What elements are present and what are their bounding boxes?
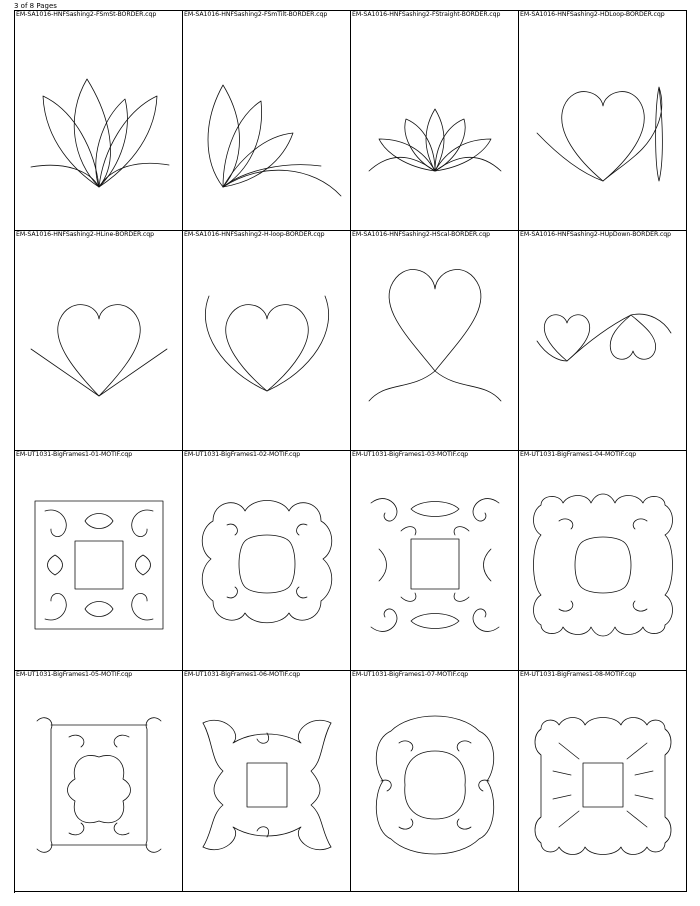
design-filename: EM-UT1031-BigFrames1-03-MOTIF.cqp (352, 451, 469, 458)
lotus-upright-thumbnail (15, 21, 183, 231)
design-filename: EM-SA1016-HNFSashing2-HScal-BORDER.cqp (352, 231, 490, 238)
design-filename: EM-SA1016-HNFSashing2-HUpDown-BORDER.cqp (520, 231, 672, 238)
design-cell[interactable] (183, 451, 351, 671)
design-filename: EM-SA1016-HNFSashing2-H-loop-BORDER.cqp (184, 231, 325, 238)
design-cell[interactable] (351, 671, 519, 892)
design-filename: EM-UT1031-BigFrames1-06-MOTIF.cqp (184, 671, 301, 678)
frame-motif-thumbnail (183, 461, 351, 671)
design-cell[interactable] (183, 231, 351, 451)
design-filename: EM-UT1031-BigFrames1-07-MOTIF.cqp (352, 671, 469, 678)
frame-motif-thumbnail (351, 461, 519, 671)
design-cell[interactable] (15, 231, 183, 451)
design-filename: EM-UT1031-BigFrames1-04-MOTIF.cqp (520, 451, 637, 458)
design-cell[interactable] (183, 671, 351, 892)
design-grid (14, 10, 687, 893)
page-indicator: 3 of 8 Pages (14, 2, 57, 10)
frame-motif-thumbnail (351, 681, 519, 891)
heart-line-thumbnail (15, 241, 183, 451)
heart-up-down-thumbnail (519, 241, 687, 451)
frame-motif-thumbnail (183, 681, 351, 891)
design-filename: EM-SA1016-HNFSashing2-FSmTilt-BORDER.cqp (184, 11, 328, 18)
frame-motif-thumbnail (519, 681, 687, 891)
design-filename: EM-UT1031-BigFrames1-05-MOTIF.cqp (16, 671, 133, 678)
design-cell[interactable] (15, 11, 183, 231)
design-filename: EM-UT1031-BigFrames1-08-MOTIF.cqp (520, 671, 637, 678)
heart-double-loop-thumbnail (519, 21, 687, 231)
design-cell[interactable] (351, 451, 519, 671)
lotus-wide-thumbnail (351, 21, 519, 231)
design-cell[interactable] (351, 231, 519, 451)
lotus-tilted-thumbnail (183, 21, 351, 231)
design-cell[interactable] (183, 11, 351, 231)
design-cell[interactable] (15, 671, 183, 892)
design-cell[interactable] (519, 451, 687, 671)
frame-motif-thumbnail (15, 681, 183, 891)
heart-loop-thumbnail (183, 241, 351, 451)
design-cell[interactable] (519, 11, 687, 231)
design-cell[interactable] (351, 11, 519, 231)
design-cell[interactable] (15, 451, 183, 671)
heart-scallop-thumbnail (351, 241, 519, 451)
design-filename: EM-UT1031-BigFrames1-02-MOTIF.cqp (184, 451, 301, 458)
design-filename: EM-SA1016-HNFSashing2-FStraight-BORDER.cqp (352, 11, 501, 18)
design-cell[interactable] (519, 671, 687, 892)
frame-motif-thumbnail (15, 461, 183, 671)
frame-motif-thumbnail (519, 461, 687, 671)
design-cell[interactable] (519, 231, 687, 451)
design-filename: EM-SA1016-HNFSashing2-HDLoop-BORDER.cqp (520, 11, 665, 18)
design-filename: EM-SA1016-HNFSashing2-FSmSt-BORDER.cqp (16, 11, 157, 18)
design-filename: EM-UT1031-BigFrames1-01-MOTIF.cqp (16, 451, 133, 458)
design-filename: EM-SA1016-HNFSashing2-HLine-BORDER.cqp (16, 231, 155, 238)
